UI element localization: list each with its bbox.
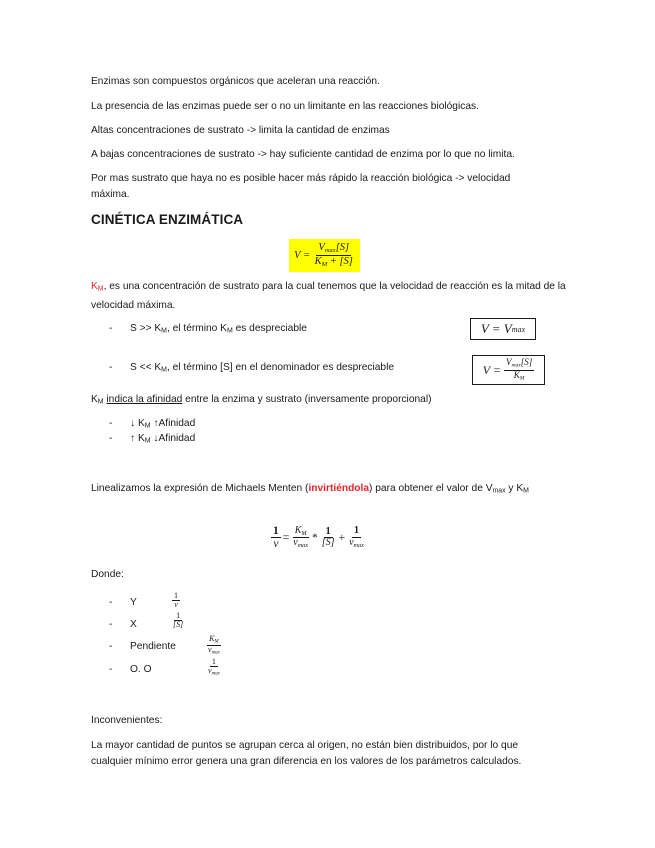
eq-num-rest: [S] (335, 242, 350, 254)
arrow-up-icon: ↑ (130, 433, 136, 444)
y-value-fraction: $\frac{1}{v}$ (174, 591, 178, 610)
eq-den-sub: M (321, 260, 328, 268)
paragraph-bajas: A bajas concentraciones de sustrato -> hay suficiente cantidad de enzima por lo que no limita. (91, 149, 515, 160)
bullet-dash: - (109, 418, 113, 429)
case-text: S << KM, el término [S] en el denominador es despreciable (130, 362, 395, 374)
bullet-dash: - (109, 641, 113, 652)
paragraph-presencia: La presencia de las enzimas puede ser o no un limitante en las reacciones biológicas. (91, 101, 479, 112)
inconvenientes-title: Inconvenientes: (91, 715, 163, 726)
intercept-value-fraction: $\frac{1}{v_{max}}$ (208, 657, 220, 677)
km-definition-text: , es una concentración de sustrato para la cual tenemos que la velocidad de reacción es la mitad de la velocidad máxima. (91, 281, 566, 311)
donde-item: - X (109, 619, 137, 630)
donde-item: - Y (109, 597, 137, 608)
eq-den-rest: + [S] (327, 256, 353, 267)
affinity-underlined: indica la afinidad (106, 394, 183, 405)
slope-value-fraction: $\frac{K_M}{v_{max}}$ (208, 634, 220, 656)
bullet-dash: - (109, 323, 113, 334)
linearize-line: Linealizamos la expresión de Michaels Menten (invirtiéndola) para obtener el valor de Vmax y KM (91, 483, 529, 495)
bullet-dash: - (109, 664, 113, 675)
arrow-up-icon: ↑ (153, 418, 159, 429)
eq-num-sub: max (324, 247, 336, 255)
affinity-item: - ↑ KM ↓Afinidad (109, 433, 196, 445)
case-item (0, 361, 655, 377)
section-title: CINÉTICA ENZIMÁTICA (91, 212, 244, 227)
donde-item: - Pendiente (109, 641, 176, 652)
inconvenientes-text: La mayor cantidad de puntos se agrupan cerca al origen, no están bien distribuidos, por lo que cualquier mínimo error genera una gran diferencia en los valores de los parámetros calculados. (91, 740, 522, 767)
paragraph-enzimas: Enzimas son compuestos orgánicos que aceleran una reacción. (91, 76, 380, 87)
donde-item: - O. O (109, 664, 152, 675)
case-equation-vmax: V = V max (470, 318, 536, 340)
equation-lhs: V = (294, 250, 311, 261)
arrow-down-icon: ↓ (130, 418, 136, 429)
affinity-item: - ↓ KM ↑Afinidad (109, 418, 196, 430)
bullet-dash: - (109, 362, 113, 373)
paragraph-altas: Altas concentraciones de sustrato -> limita la cantidad de enzimas (91, 125, 390, 136)
bullet-dash: - (109, 619, 113, 630)
case-equation-fraction: V = $\frac{V_{max}[S]}{K_M}$ (472, 355, 545, 385)
linearize-highlight: invirtiéndola (308, 483, 370, 494)
michaelis-menten-equation (289, 239, 360, 272)
bullet-dash: - (109, 597, 113, 608)
case-item (0, 322, 655, 338)
equation-fraction (313, 242, 355, 269)
km-term: KM (91, 281, 104, 293)
case-text: S >> KM, el término KM es despreciable (130, 323, 307, 335)
lineweaver-burk-equation: $\frac{1}{v}$ = $\frac{K_M}{v_{max}}$ * $\frac{1}{[S]}$ + $\frac{1}{v_{max}}$ (273, 524, 364, 551)
x-value-fraction: $\frac{1}{[S]}$ (173, 611, 184, 630)
affinity-line: KM indica la afinidad entre la enzima y sustrato (inversamente proporcional) (91, 394, 432, 406)
paragraph-velocidad-maxima: Por mas sustrato que haya no es posible hacer más rápido la reacción biológica -> velocidad máxima. (91, 173, 511, 200)
arrow-down-icon: ↓ (153, 433, 159, 444)
donde-label: Donde: (91, 569, 124, 580)
eq-den-k: K (314, 256, 322, 267)
bullet-dash: - (109, 433, 113, 444)
km-definition (91, 279, 569, 314)
eq-num-v: V (318, 242, 325, 254)
